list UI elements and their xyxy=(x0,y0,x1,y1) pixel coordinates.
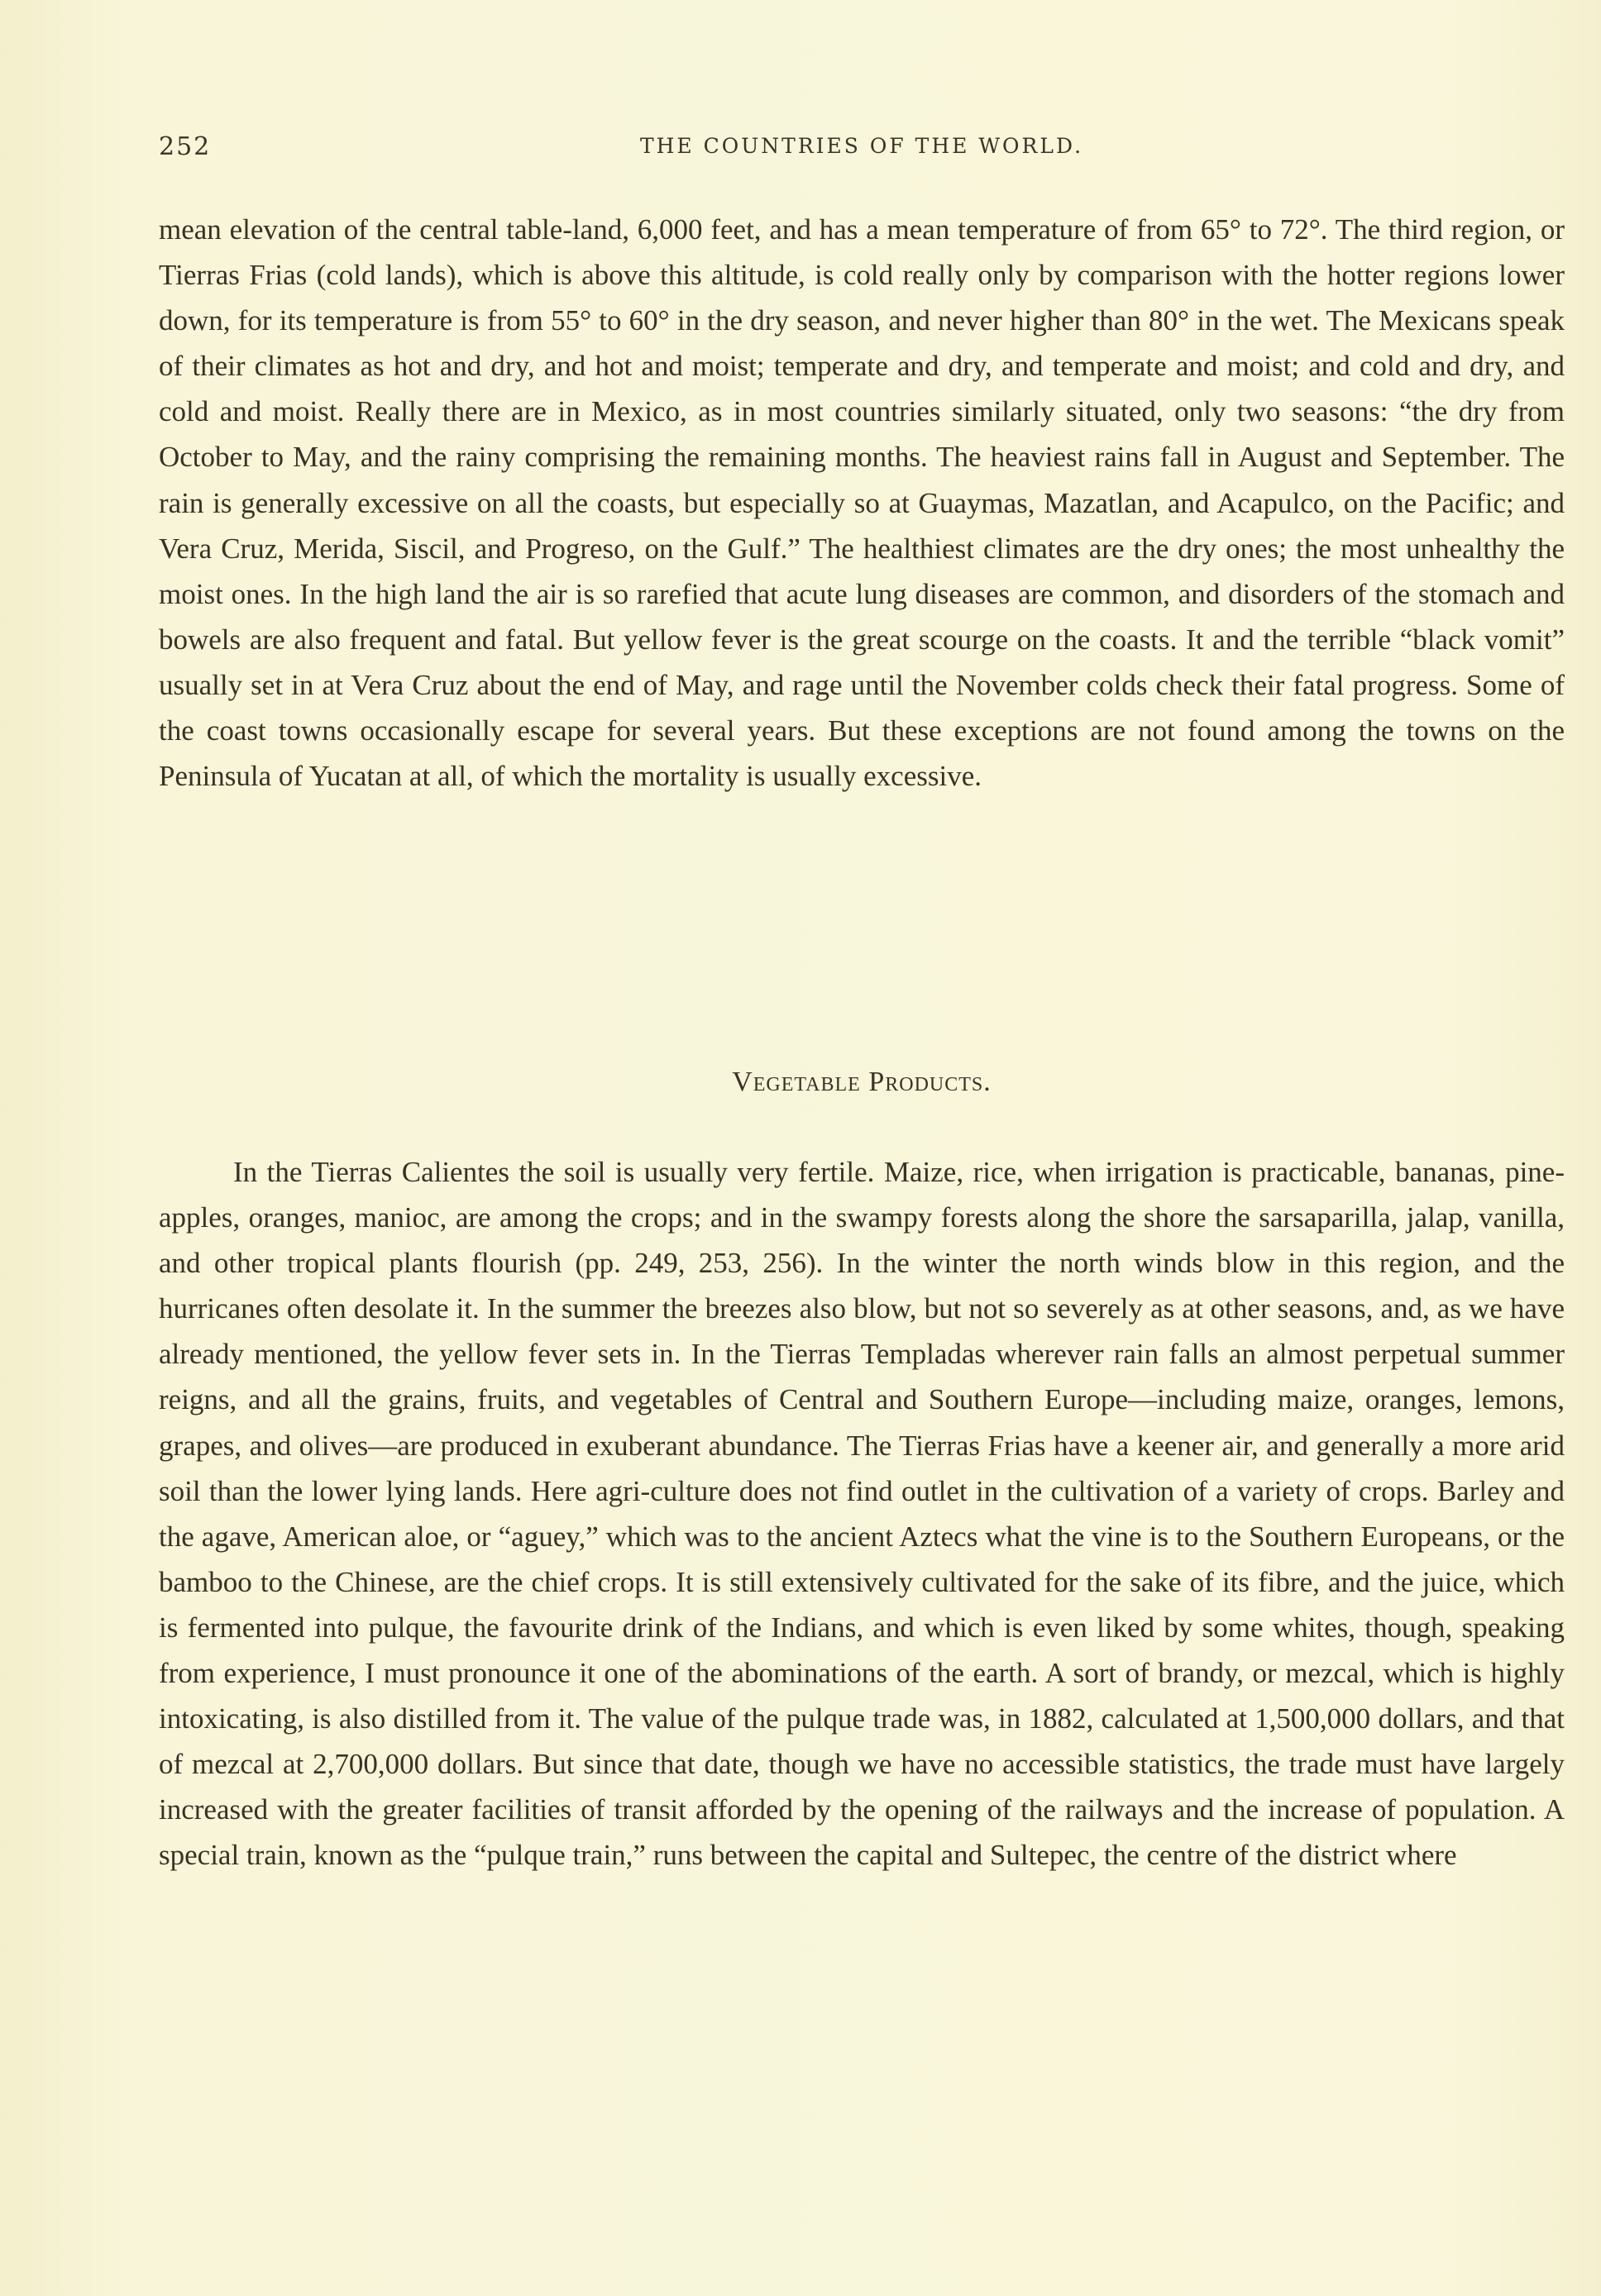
section-heading: Vegetable Products. xyxy=(732,1067,992,1097)
paragraph-text: In the Tierras Calientes the soil is usually very fertile. Maize, rice, when irrigation is practicable, bananas, pine-apples, oranges, manioc, are among the crops; and in the swampy forests along the shore the sarsaparilla, jalap, vanilla, and other tropical plants flourish (pp. 249, 253, 256). In the winter the north winds blow in this region, and the hurricanes often desolate it. In the summer the breezes also blow, but not so severely as at other seasons, and, as we have already mentioned, the yellow fever sets in. In the Tierras Templadas wherever rain falls an almost perpetual summer reigns, and all the grains, fruits, and vegetables of Central and Southern Europe—including maize, oranges, lemons, grapes, and olives—are produced in exuberant abundance. The Tierras Frias have a keener air, and generally a more arid soil than the lower lying lands. Here agri-culture does not find outlet in the cultivation of a variety of crops. Barley and the agave, American aloe, or “aguey,” which was to the ancient Aztecs what the vine is to the Southern Europeans, or the bamboo to the Chinese, are the chief crops. It is still extensively cultivated for the sake of its fibre, and the juice, which is fermented into pulque, the favourite drink of the Indians, and which is even liked by some whites, though, speaking from experience, I must pronounce it one of the abominations of the earth. A sort of brandy, or mezcal, which is highly intoxicating, is also distilled from it. The value of the pulque trade was, in 1882, calculated at 1,500,000 dollars, and that of mezcal at 2,700,000 dollars. But since that date, though we have no accessible statistics, the trade must have largely increased with the greater facilities of transit afforded by the opening of the railways and the increase of population. A special train, known as the “pulque train,” runs between the capital and Sultepec, the centre of the district where xyxy=(159,1156,1565,1872)
paragraph-climate xyxy=(159,207,1565,799)
running-head: THE COUNTRIES OF THE WORLD. xyxy=(639,134,1084,158)
paragraph-vegetable-products xyxy=(159,1149,1565,1878)
paragraph-text: mean elevation of the central table-land, 6,000 feet, and has a mean temperature of from 65° to 72°. The third region, or Tierras Frias (cold lands), which is above this altitude, is cold really only by comparison with the hotter regions lower down, for its temperature is from 55° to 60° in the dry season, and never higher than 80° in the wet. The Mexicans speak of their climates as hot and dry, and hot and moist; temperate and dry, and temperate and moist; and cold and dry, and cold and moist. Really there are in Mexico, as in most countries similarly situated, only two seasons: “the dry from October to May, and the rainy comprising the remaining months. The heaviest rains fall in August and September. The rain is generally excessive on all the coasts, but especially so at Guaymas, Mazatlan, and Acapulco, on the Pacific; and Vera Cruz, Merida, Siscil, and Progreso, on the Gulf.” The healthiest climates are the dry ones; the most unhealthy the moist ones. In the high land the air is so rarefied that acute lung diseases are common, and disorders of the stomach and bowels are also frequent and fatal. But yellow fever is the great scourge on the coasts. It and the terrible “black vomit” usually set in at Vera Cruz about the end of May, and rage until the November colds check their fatal progress. Some of the coast towns occasionally escape for several years. But these exceptions are not found among the towns on the Peninsula of Yucatan at all, of which the mortality is usually excessive. xyxy=(159,213,1565,793)
page-header xyxy=(159,132,1565,165)
page-number: 252 xyxy=(159,132,212,161)
